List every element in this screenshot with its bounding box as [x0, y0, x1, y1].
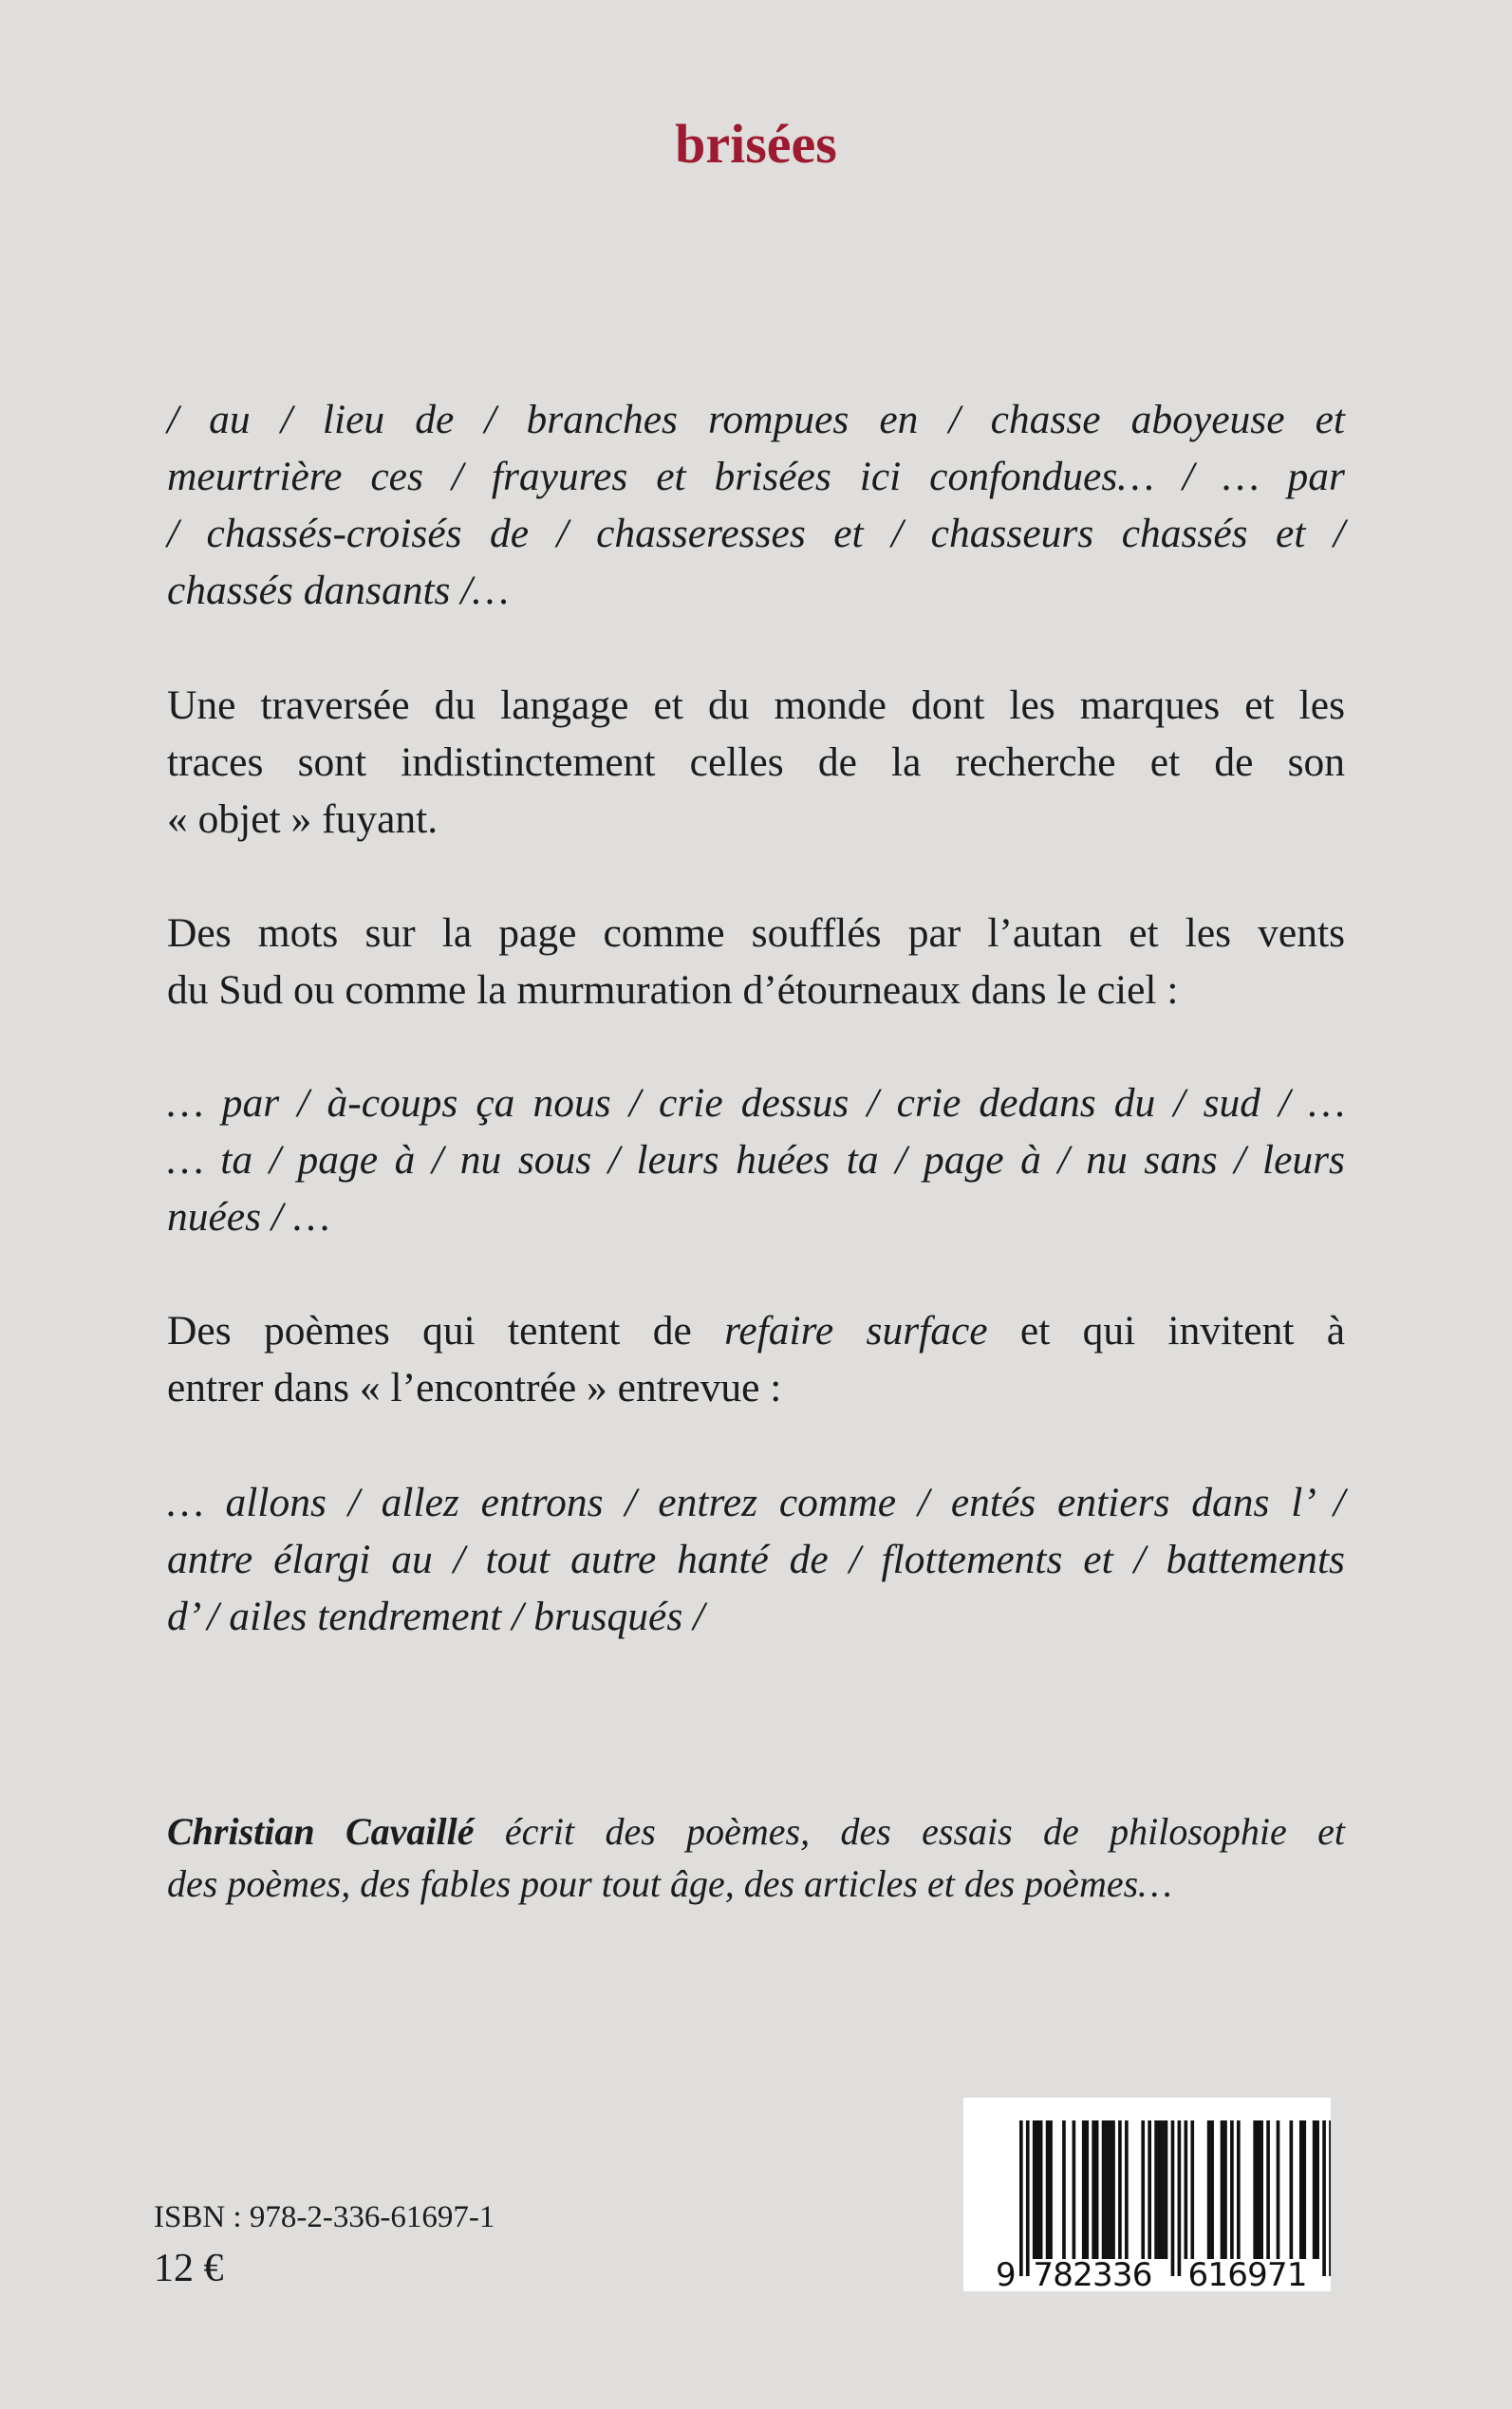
text-line: Des mots sur la page comme soufflés par l’autan et les vents [167, 910, 1345, 956]
text-segment: et qui invitent à [1019, 1308, 1346, 1354]
text-line [167, 1805, 1345, 1858]
text-line: / au / lieu de / branches rompues en / chasse aboyeuse et [167, 397, 1345, 442]
barcode-bar [1125, 2120, 1129, 2259]
barcode-bar [1257, 2120, 1260, 2259]
author-name: Christian Cavaillé [167, 1810, 475, 1853]
barcode-bar [1237, 2120, 1241, 2259]
barcode-bar [1095, 2120, 1099, 2259]
barcode-bar [1207, 2120, 1211, 2259]
barcode-bar [1049, 2120, 1053, 2259]
barcode-bar [1302, 2120, 1306, 2259]
isbn: ISBN : 978-2-336-61697-1 [154, 2200, 495, 2234]
barcode-bar [1118, 2120, 1122, 2259]
barcode-bar [1082, 2120, 1086, 2259]
barcode-bar [1253, 2120, 1257, 2259]
barcode-bar [1230, 2120, 1234, 2259]
barcode-bar [1026, 2120, 1030, 2276]
author-bio [167, 1805, 1345, 1910]
barcode-bar [1019, 2120, 1023, 2276]
barcode-bar [1154, 2120, 1158, 2259]
description-paragraph-2 [167, 905, 1345, 1018]
text-line: entrer dans « l’encontrée » entrevue : [167, 1365, 782, 1410]
barcode-bar [1092, 2120, 1095, 2259]
price: 12 € [154, 2247, 224, 2290]
barcode-bar [1178, 2120, 1182, 2276]
barcode-bar [1322, 2120, 1326, 2276]
barcode-bar [1190, 2120, 1194, 2259]
barcode-bar [1033, 2120, 1036, 2259]
barcode-bar [1062, 2120, 1066, 2259]
text-line: antre élargi au / tout autre hanté de / flottements et / battements [167, 1537, 1345, 1582]
barcode-bar [1329, 2120, 1331, 2276]
text-segment: Des poèmes qui tentent de [167, 1308, 692, 1354]
barcode-bar [1260, 2120, 1263, 2259]
book-title: brisées [675, 113, 837, 175]
barcode-bar [1105, 2120, 1109, 2259]
text-line: … ta / page à / nu sous / leurs huées ta / page à / nu sans / leurs [167, 1137, 1345, 1183]
text-segment: écrit des poèmes, des essais de philosophie et [504, 1810, 1346, 1853]
barcode-bar [1141, 2120, 1145, 2259]
barcode-bar [1158, 2120, 1162, 2259]
text-line: chassés dansants /… [167, 568, 510, 613]
barcode-bar [1102, 2120, 1106, 2259]
barcode-bar [1165, 2120, 1168, 2259]
poem-excerpt-1 [167, 391, 1345, 619]
barcode-bar [1277, 2120, 1280, 2259]
barcode-bar [1111, 2120, 1115, 2259]
barcode-bar [1185, 2120, 1188, 2259]
barcode-bar [1223, 2120, 1227, 2259]
emphasis-text: refaire surface [724, 1308, 988, 1354]
barcode-bar [1046, 2120, 1050, 2259]
text-line: du Sud ou comme la murmuration d’étourneaux dans le ciel : [167, 967, 1179, 1013]
barcode-digits: 782336 [1033, 2256, 1153, 2291]
description-paragraph-3 [167, 1302, 1345, 1416]
text-line: traces sont indistinctement celles de la recherche et de son [167, 739, 1345, 785]
poem-excerpt-3 [167, 1474, 1345, 1645]
barcode-bar [1299, 2120, 1303, 2259]
text-line: / chassés-croisés de / chasseresses et / chasseurs chassés et / [167, 511, 1345, 556]
text-line: d’ / ailes tendrement / brusqués / [167, 1594, 705, 1639]
description-paragraph-1 [167, 677, 1345, 848]
barcode-bar [1266, 2120, 1270, 2259]
barcode-bar [1221, 2120, 1224, 2259]
text-line: … allons / allez entrons / entrez comme / entés entiers dans l’ / [167, 1480, 1345, 1525]
barcode [963, 2098, 1331, 2291]
barcode-bar [1039, 2120, 1043, 2259]
barcode-bar [1036, 2120, 1039, 2259]
text-line: « objet » fuyant. [167, 796, 439, 842]
barcode-digits: 616971 [1187, 2256, 1308, 2291]
barcode-digits: 9 [996, 2256, 1017, 2291]
text-line [167, 1302, 1345, 1359]
barcode-bar [1290, 2120, 1294, 2259]
barcode-bar [1161, 2120, 1165, 2259]
text-line: meurtrière ces / frayures et brisées ici confondues… / … par [167, 454, 1345, 499]
barcode-bar [1148, 2120, 1151, 2259]
barcode-bar [1210, 2120, 1214, 2259]
barcode-bar [1313, 2120, 1316, 2259]
text-line: … par / à-coups ça nous / crie dessus / crie dedans du / sud / … [167, 1080, 1345, 1126]
barcode-bar [1316, 2120, 1319, 2259]
barcode-bar [1085, 2120, 1089, 2259]
barcode-graphic [963, 2098, 1331, 2291]
text-line: Une traversée du langage et du monde dont les marques et les [167, 682, 1345, 728]
poem-excerpt-2 [167, 1074, 1345, 1245]
text-line: des poèmes, des fables pour tout âge, des articles et des poèmes… [167, 1862, 1172, 1905]
barcode-bar [1073, 2120, 1076, 2259]
barcode-bar [1171, 2120, 1175, 2276]
text-line: nuées / … [167, 1194, 330, 1240]
barcode-bar [1109, 2120, 1112, 2259]
